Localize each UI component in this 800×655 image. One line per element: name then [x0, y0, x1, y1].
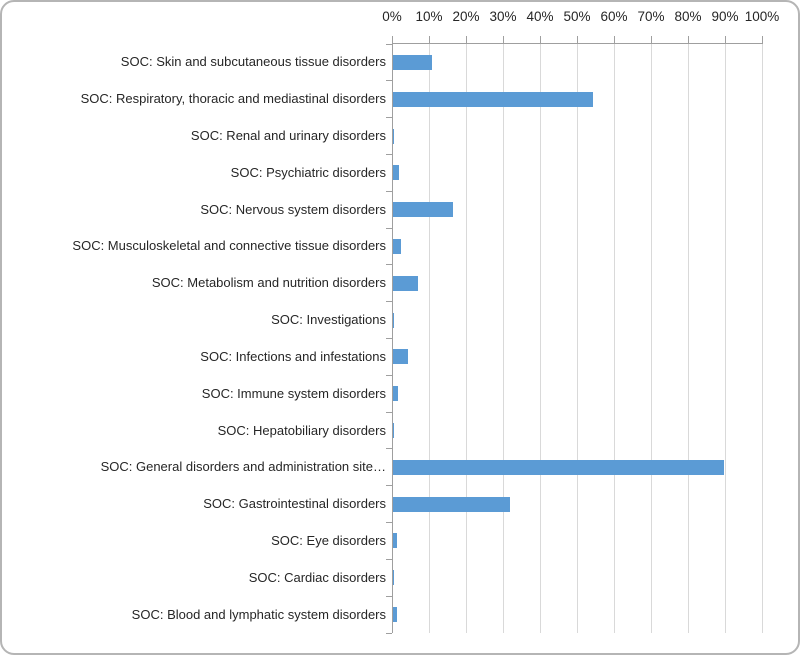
x-axis-tick-label: 90% [711, 9, 739, 24]
category-label: SOC: Musculoskeletal and connective tissue disorders [72, 238, 386, 254]
x-axis-tick-label: 60% [600, 9, 628, 24]
category-label: SOC: Eye disorders [271, 532, 386, 548]
y-axis-tick [386, 80, 392, 81]
category-label: SOC: Metabolism and nutrition disorders [151, 275, 386, 291]
bar [393, 129, 394, 144]
bar [393, 386, 398, 401]
y-axis-tick [386, 412, 392, 413]
category-label: SOC: Renal and urinary disorders [190, 128, 386, 144]
category-label: SOC: Gastrointestinal disorders [203, 496, 386, 512]
category-label: SOC: Nervous system disorders [200, 201, 386, 217]
gridline [503, 44, 504, 633]
bar [393, 202, 454, 217]
x-axis-tick-label: 40% [526, 9, 554, 24]
y-axis-tick [386, 228, 392, 229]
x-axis-tick-label: 50% [563, 9, 591, 24]
x-axis-line [392, 43, 763, 44]
gridline [429, 44, 430, 633]
bar [393, 55, 433, 70]
y-axis-tick [386, 264, 392, 265]
y-axis-tick [386, 117, 392, 118]
gridline [540, 44, 541, 633]
category-label: SOC: Hepatobiliary disorders [217, 422, 386, 438]
category-label: SOC: Blood and lymphatic system disorders [131, 606, 386, 622]
y-axis-tick [386, 559, 392, 560]
gridline [466, 44, 467, 633]
x-axis-tick-label: 100% [744, 9, 780, 24]
y-axis-tick [386, 448, 392, 449]
bar [393, 276, 419, 291]
bar [393, 92, 594, 107]
y-axis-tick [386, 485, 392, 486]
y-axis-tick [386, 301, 392, 302]
x-axis-tick-label: 70% [637, 9, 665, 24]
gridline [762, 44, 763, 633]
bar [393, 533, 397, 548]
category-label: SOC: Immune system disorders [201, 385, 386, 401]
category-label: SOC: Cardiac disorders [248, 569, 386, 585]
bar [393, 497, 510, 512]
gridline [651, 44, 652, 633]
bar [393, 570, 394, 585]
x-axis-tick-label: 30% [489, 9, 517, 24]
bar [393, 313, 394, 328]
y-axis-tick [386, 375, 392, 376]
gridline [688, 44, 689, 633]
x-axis-tick-label: 10% [415, 9, 443, 24]
category-label: SOC: Investigations [271, 312, 386, 328]
category-label: SOC: Respiratory, thoracic and mediastinal disorders [80, 91, 386, 107]
x-axis-tick-label: 80% [674, 9, 702, 24]
y-axis-tick [386, 191, 392, 192]
bar [393, 423, 394, 438]
bar [393, 349, 408, 364]
bar [393, 165, 400, 180]
category-label: SOC: Psychiatric disorders [230, 164, 386, 180]
bar [393, 607, 397, 622]
y-axis-tick [386, 633, 392, 634]
y-axis-tick [386, 596, 392, 597]
gridline [725, 44, 726, 633]
x-axis-tick-label: 20% [452, 9, 480, 24]
x-axis-tick-label: 0% [382, 9, 402, 24]
y-axis-tick [386, 44, 392, 45]
category-label: SOC: Skin and subcutaneous tissue disorders [120, 54, 386, 70]
y-axis-tick [386, 522, 392, 523]
bar [393, 239, 401, 254]
gridline [577, 44, 578, 633]
y-axis-tick [386, 338, 392, 339]
category-label: SOC: Infections and infestations [200, 348, 386, 364]
gridline [614, 44, 615, 633]
y-axis-tick [386, 154, 392, 155]
category-label: SOC: General disorders and administration site… [100, 459, 386, 475]
bar [393, 460, 724, 475]
